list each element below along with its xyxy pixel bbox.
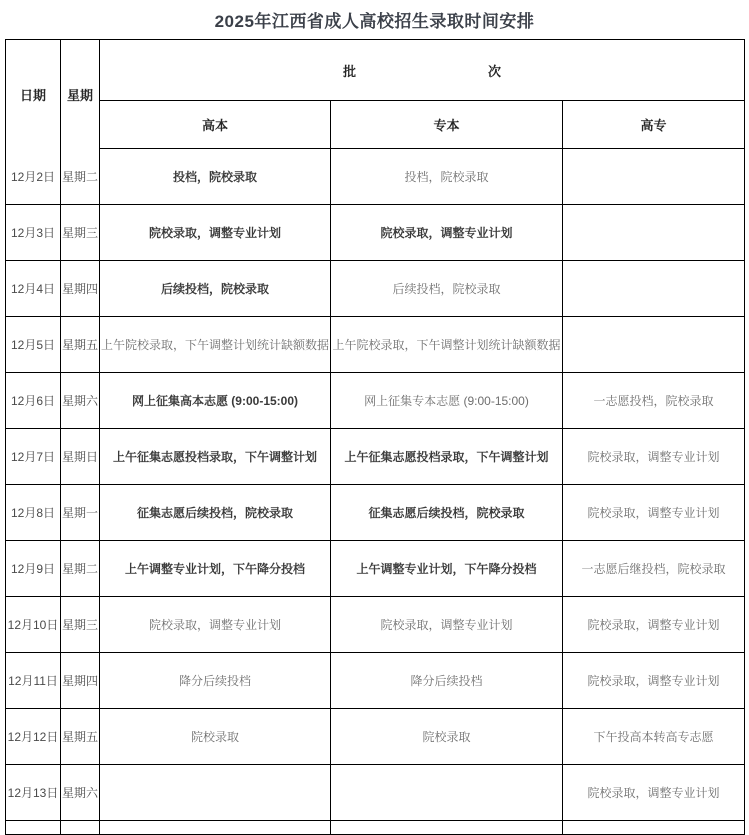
empty-cell [61, 821, 100, 835]
schedule-cell: 院校录取，调整专业计划 [331, 597, 563, 653]
weekday-cell: 星期六 [61, 765, 100, 821]
header-batch [100, 40, 745, 101]
date-cell: 12月11日 [6, 653, 61, 709]
schedule-cell: 院校录取，调整专业计划 [563, 597, 745, 653]
weekday-cell: 星期三 [61, 205, 100, 261]
schedule-cell: 后续投档，院校录取 [100, 261, 331, 317]
weekday-cell: 星期日 [61, 429, 100, 485]
schedule-cell: 降分后续投档 [100, 653, 331, 709]
schedule-cell: 院校录取，调整专业计划 [100, 205, 331, 261]
weekday-cell: 星期二 [61, 149, 100, 205]
weekday-cell: 星期四 [61, 261, 100, 317]
batch-char-1: 批 [342, 63, 356, 79]
schedule-cell [563, 317, 745, 373]
table-header [6, 40, 745, 149]
header-zhuanben: 专本 [331, 101, 563, 149]
date-cell: 12月13日 [6, 765, 61, 821]
schedule-cell: 院校录取，调整专业计划 [331, 205, 563, 261]
schedule-cell: 上午调整专业计划，下午降分投档 [331, 541, 563, 597]
date-cell: 12月12日 [6, 709, 61, 765]
schedule-table [5, 39, 745, 835]
date-cell: 12月7日 [6, 429, 61, 485]
weekday-cell: 星期五 [61, 317, 100, 373]
schedule-cell: 投档，院校录取 [100, 149, 331, 205]
weekday-cell: 星期六 [61, 373, 100, 429]
date-cell: 12月10日 [6, 597, 61, 653]
date-cell: 12月3日 [6, 205, 61, 261]
header-date: 日期 [6, 40, 61, 149]
schedule-cell [563, 149, 745, 205]
table-row [6, 429, 745, 485]
schedule-cell: 投档，院校录取 [331, 149, 563, 205]
date-cell: 12月5日 [6, 317, 61, 373]
schedule-cell: 后续投档，院校录取 [331, 261, 563, 317]
table-row [6, 485, 745, 541]
empty-cell [100, 821, 331, 835]
schedule-cell: 一志愿投档，院校录取 [563, 373, 745, 429]
schedule-cell [331, 765, 563, 821]
table-row [6, 541, 745, 597]
table-row [6, 373, 745, 429]
table-row [6, 709, 745, 765]
weekday-cell: 星期二 [61, 541, 100, 597]
schedule-cell [563, 261, 745, 317]
schedule-cell: 降分后续投档 [331, 653, 563, 709]
header-row-sub [6, 101, 745, 149]
schedule-cell: 院校录取 [100, 709, 331, 765]
table-row [6, 765, 745, 821]
header-gaozhuan: 高专 [563, 101, 745, 149]
header-row-batch [6, 40, 745, 101]
schedule-cell: 院校录取，调整专业计划 [563, 653, 745, 709]
table-row [6, 317, 745, 373]
batch-char-2: 次 [488, 63, 502, 79]
table-row [6, 653, 745, 709]
schedule-cell [100, 765, 331, 821]
weekday-cell: 星期一 [61, 485, 100, 541]
date-cell: 12月9日 [6, 541, 61, 597]
empty-cell [563, 821, 745, 835]
schedule-cell: 上午院校录取，下午调整计划统计缺额数据 [331, 317, 563, 373]
schedule-cell: 征集志愿后续投档，院校录取 [331, 485, 563, 541]
batch-label [101, 61, 743, 80]
schedule-cell: 网上征集高本志愿 (9:00-15:00) [100, 373, 331, 429]
weekday-cell: 星期五 [61, 709, 100, 765]
weekday-cell: 星期三 [61, 597, 100, 653]
empty-cell [6, 821, 61, 835]
schedule-cell: 院校录取，调整专业计划 [100, 597, 331, 653]
empty-cell [331, 821, 563, 835]
schedule-cell: 院校录取，调整专业计划 [563, 765, 745, 821]
table-row [6, 149, 745, 205]
date-cell: 12月2日 [6, 149, 61, 205]
schedule-cell [563, 205, 745, 261]
schedule-cell: 院校录取，调整专业计划 [563, 485, 745, 541]
header-gaoben: 高本 [100, 101, 331, 149]
table-row [6, 205, 745, 261]
schedule-cell: 上午征集志愿投档录取，下午调整计划 [331, 429, 563, 485]
schedule-cell: 上午院校录取，下午调整计划统计缺额数据 [100, 317, 331, 373]
header-weekday: 星期 [61, 40, 100, 149]
date-cell: 12月4日 [6, 261, 61, 317]
schedule-cell: 下午投高本转高专志愿 [563, 709, 745, 765]
weekday-cell: 星期四 [61, 653, 100, 709]
table-row-partial [6, 821, 745, 835]
schedule-cell: 上午征集志愿投档录取，下午调整计划 [100, 429, 331, 485]
schedule-cell: 院校录取 [331, 709, 563, 765]
schedule-cell: 院校录取，调整专业计划 [563, 429, 745, 485]
schedule-cell: 网上征集专本志愿 (9:00-15:00) [331, 373, 563, 429]
schedule-cell: 一志愿后继投档，院校录取 [563, 541, 745, 597]
schedule-cell: 征集志愿后续投档，院校录取 [100, 485, 331, 541]
schedule-cell: 上午调整专业计划，下午降分投档 [100, 541, 331, 597]
table-row [6, 261, 745, 317]
table-row [6, 597, 745, 653]
page-title: 2025年江西省成人高校招生录取时间安排 [214, 12, 535, 31]
date-cell: 12月6日 [6, 373, 61, 429]
schedule-table-body [6, 149, 745, 835]
date-cell: 12月8日 [6, 485, 61, 541]
